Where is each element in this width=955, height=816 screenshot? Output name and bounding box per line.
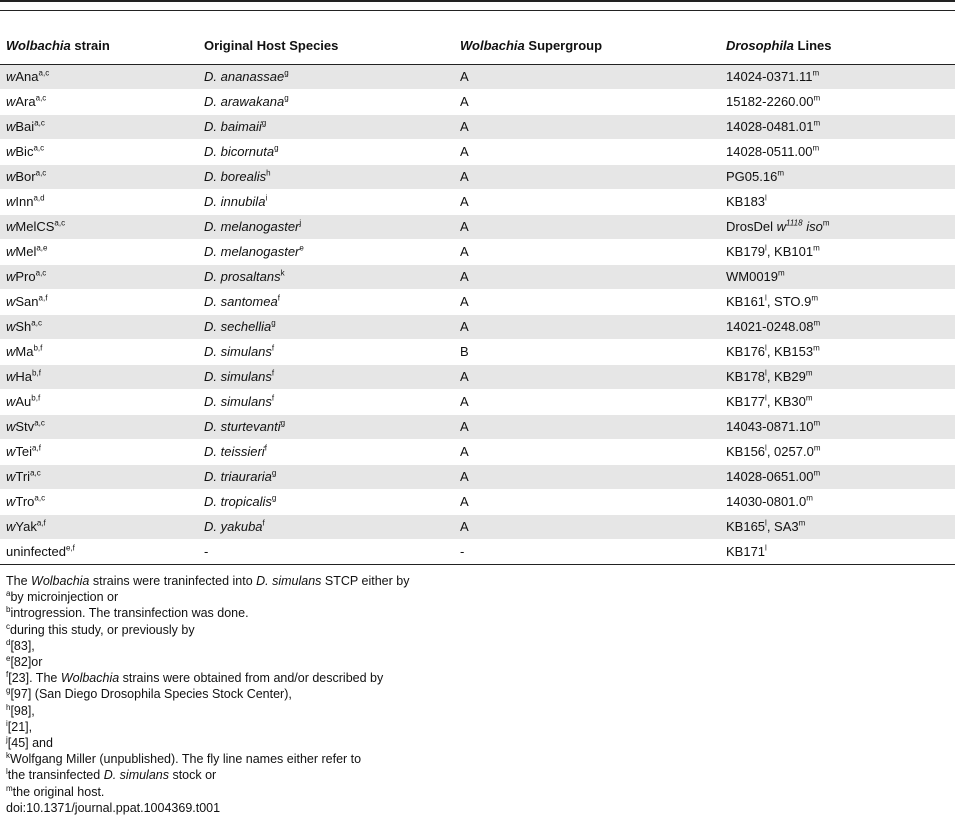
strain-table <box>0 27 955 565</box>
table-row <box>0 140 955 165</box>
table-row <box>0 215 955 240</box>
footnote-f: $^f$[23]. The Wolbachia strains were obtained from and/or described by <box>6 670 384 686</box>
cell-supergroup: A <box>454 140 720 165</box>
cell-drosophila-lines: KB176$^l$, KB153$^m$ <box>720 340 955 365</box>
cell-supergroup: A <box>454 265 720 290</box>
cell-supergroup: A <box>454 215 720 240</box>
table-header <box>0 27 955 65</box>
cell-strain: wAra$^{a,c}$ <box>0 90 198 115</box>
cell-strain: wInn$^{a,d}$ <box>0 190 198 215</box>
cell-host-species: D. prosaltans$^k$ <box>198 265 454 290</box>
cell-drosophila-lines: KB177$^l$, KB30$^m$ <box>720 390 955 415</box>
cell-strain: wMelCS$^{a,c}$ <box>0 215 198 240</box>
cell-drosophila-lines: 14021-0248.08$^m$ <box>720 315 955 340</box>
cell-host-species: - <box>198 540 454 565</box>
cell-host-species: D. simulans$^f$ <box>198 390 454 415</box>
table-row <box>0 515 955 540</box>
footnote-a: $^a$by microinjection or <box>6 589 119 605</box>
cell-drosophila-lines: KB178$^l$, KB29$^m$ <box>720 365 955 390</box>
footnote-g: $^g$[97] (San Diego Drosophila Species Stock Center), <box>6 686 292 702</box>
cell-drosophila-lines: 14043-0871.10$^m$ <box>720 415 955 440</box>
cell-strain: wStv$^{a,c}$ <box>0 415 198 440</box>
table-row <box>0 465 955 490</box>
table-row <box>0 190 955 215</box>
cell-drosophila-lines: KB165$^l$, SA3$^m$ <box>720 515 955 540</box>
table-row <box>0 390 955 415</box>
cell-host-species: D. yakuba$^f$ <box>198 515 454 540</box>
cell-drosophila-lines: 14030-0801.0$^m$ <box>720 490 955 515</box>
cell-drosophila-lines: 14028-0651.00$^m$ <box>720 465 955 490</box>
cell-strain: wTei$^{a,f}$ <box>0 440 198 465</box>
footnote-l: $^l$the transinfected D. simulans stock or <box>6 767 217 783</box>
cell-host-species: D. melanogaster$^e$ <box>198 240 454 265</box>
cell-strain: wSan$^{a,f}$ <box>0 290 198 315</box>
cell-host-species: D. bicornuta$^g$ <box>198 140 454 165</box>
cell-host-species: D. simulans$^f$ <box>198 365 454 390</box>
table-row <box>0 165 955 190</box>
cell-strain: wTro$^{a,c}$ <box>0 490 198 515</box>
cell-drosophila-lines: KB183$^l$ <box>720 190 955 215</box>
cell-supergroup: A <box>454 165 720 190</box>
top-rule <box>0 0 955 11</box>
cell-drosophila-lines: 14028-0511.00$^m$ <box>720 140 955 165</box>
footnote-c: $^c$during this study, or previously by <box>6 621 195 637</box>
table-row <box>0 65 955 90</box>
cell-supergroup: A <box>454 290 720 315</box>
footnote-m: $^m$the original host. <box>6 783 105 799</box>
cell-strain: wHa$^{b,f}$ <box>0 365 198 390</box>
cell-strain: wBic$^{a,c}$ <box>0 140 198 165</box>
table-row <box>0 90 955 115</box>
table-row <box>0 265 955 290</box>
cell-supergroup: A <box>454 315 720 340</box>
cell-drosophila-lines: 14024-0371.11$^m$ <box>720 65 955 90</box>
cell-host-species: D. sechellia$^g$ <box>198 315 454 340</box>
cell-host-species: D. melanogaster$^j$ <box>198 215 454 240</box>
cell-host-species: D. borealis$^h$ <box>198 165 454 190</box>
table-row <box>0 290 955 315</box>
table-row <box>0 115 955 140</box>
cell-supergroup: A <box>454 490 720 515</box>
cell-drosophila-lines: PG05.16$^m$ <box>720 165 955 190</box>
cell-supergroup: A <box>454 465 720 490</box>
cell-strain: wSh$^{a,c}$ <box>0 315 198 340</box>
doi-text: doi:10.1371/journal.ppat.1004369.t001 <box>6 800 221 815</box>
header-host-species: Original Host Species <box>198 27 454 65</box>
table-body <box>0 65 955 565</box>
cell-supergroup: A <box>454 365 720 390</box>
cell-strain: wAu$^{b,f}$ <box>0 390 198 415</box>
table-row <box>0 540 955 565</box>
cell-strain: wAna$^{a,c}$ <box>0 65 198 90</box>
table-row <box>0 490 955 515</box>
header-strain: Wolbachia strain <box>0 27 198 65</box>
cell-drosophila-lines: WM0019$^m$ <box>720 265 955 290</box>
cell-supergroup: A <box>454 190 720 215</box>
footnote-k: $^k$Wolfgang Miller (unpublished). The fly line names either refer to <box>6 751 362 767</box>
cell-strain: wMel$^{a,e}$ <box>0 240 198 265</box>
cell-drosophila-lines: 14028-0481.01$^m$ <box>720 115 955 140</box>
cell-strain: wBor$^{a,c}$ <box>0 165 198 190</box>
cell-host-species: D. arawakana$^g$ <box>198 90 454 115</box>
cell-supergroup: A <box>454 240 720 265</box>
cell-supergroup: A <box>454 515 720 540</box>
cell-drosophila-lines: KB171$^l$ <box>720 540 955 565</box>
cell-strain: wMa$^{b,f}$ <box>0 340 198 365</box>
cell-drosophila-lines: 15182-2260.00$^m$ <box>720 90 955 115</box>
cell-supergroup: - <box>454 540 720 565</box>
footnote-i: $^i$[21], <box>6 718 33 734</box>
cell-host-species: D. baimaii$^g$ <box>198 115 454 140</box>
cell-strain: wTri$^{a,c}$ <box>0 465 198 490</box>
cell-host-species: D. santomea$^f$ <box>198 290 454 315</box>
cell-supergroup: A <box>454 90 720 115</box>
cell-drosophila-lines: KB161$^l$, STO.9$^m$ <box>720 290 955 315</box>
table-row <box>0 240 955 265</box>
cell-host-species: D. triauraria$^g$ <box>198 465 454 490</box>
cell-supergroup: A <box>454 415 720 440</box>
cell-strain: wYak$^{a,f}$ <box>0 515 198 540</box>
cell-host-species: D. ananassae$^g$ <box>198 65 454 90</box>
cell-host-species: D. sturtevanti$^g$ <box>198 415 454 440</box>
footnote-b: $^b$introgression. The transinfection was done. <box>6 605 249 621</box>
cell-supergroup: A <box>454 65 720 90</box>
table-footnotes <box>0 569 955 816</box>
cell-drosophila-lines: KB179$^l$, KB101$^m$ <box>720 240 955 265</box>
table-row <box>0 365 955 390</box>
cell-strain: wBai$^{a,c}$ <box>0 115 198 140</box>
cell-host-species: D. innubila$^i$ <box>198 190 454 215</box>
table-row <box>0 340 955 365</box>
cell-host-species: D. simulans$^f$ <box>198 340 454 365</box>
table-row <box>0 415 955 440</box>
cell-host-species: D. teissieri$^f$ <box>198 440 454 465</box>
cell-drosophila-lines: DrosDel $w^{1118}$ iso$^m$ <box>720 215 955 240</box>
header-supergroup: Wolbachia Supergroup <box>454 27 720 65</box>
footnote-j: $^j$[45] and <box>6 734 53 751</box>
cell-supergroup: A <box>454 115 720 140</box>
cell-host-species: D. tropicalis$^g$ <box>198 490 454 515</box>
footnote-e: $^e$[82]or <box>6 653 43 670</box>
footnote-d: $^d$[83], <box>6 637 35 653</box>
header-drosophila-lines: Drosophila Lines <box>720 27 955 65</box>
footnote-intro: The Wolbachia strains were traninfected into D. simulans STCP either by <box>6 574 410 588</box>
table-row <box>0 315 955 340</box>
cell-strain: wPro$^{a,c}$ <box>0 265 198 290</box>
footnote-h: $^h$[98], <box>6 702 35 718</box>
cell-drosophila-lines: KB156$^l$, 0257.0$^m$ <box>720 440 955 465</box>
cell-strain: uninfected$^{e,f}$ <box>0 540 198 565</box>
table-row <box>0 440 955 465</box>
cell-supergroup: B <box>454 340 720 365</box>
cell-supergroup: A <box>454 390 720 415</box>
cell-supergroup: A <box>454 440 720 465</box>
